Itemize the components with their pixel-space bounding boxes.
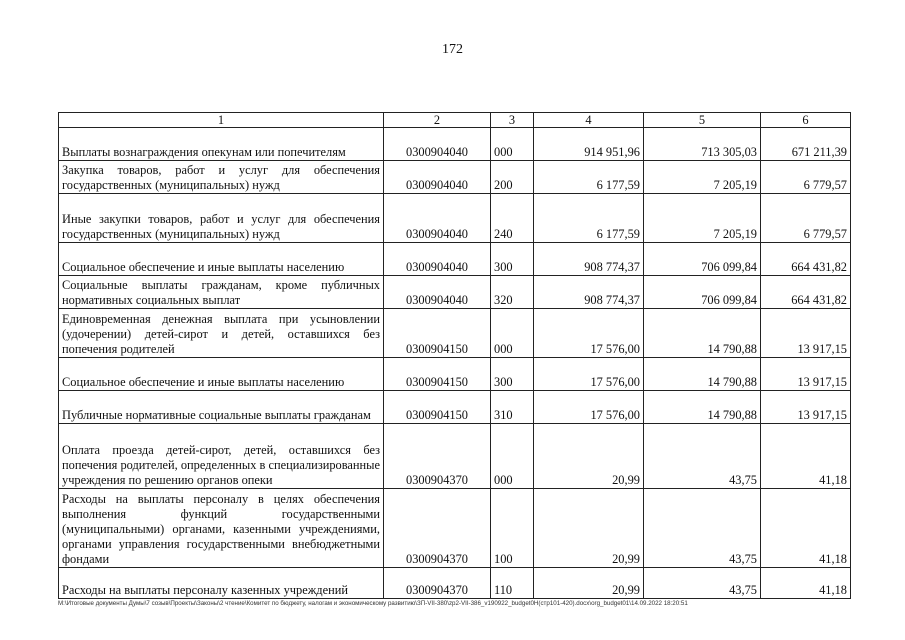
expense-type: 320 (491, 276, 534, 309)
amount-col5: 7 205,19 (644, 194, 761, 243)
column-header: 6 (761, 113, 851, 128)
target-code: 0300904370 (384, 424, 491, 489)
amount-col6: 13 917,15 (761, 391, 851, 424)
table-row (59, 424, 851, 489)
amount-col6: 13 917,15 (761, 358, 851, 391)
expense-type: 300 (491, 243, 534, 276)
target-code: 0300904370 (384, 489, 491, 568)
expense-type: 240 (491, 194, 534, 243)
amount-col5: 706 099,84 (644, 243, 761, 276)
amount-col4: 6 177,59 (534, 161, 644, 194)
amount-col6: 6 779,57 (761, 194, 851, 243)
expense-name: Иные закупки товаров, работ и услуг для обеспечения государственных (муниципальных) нужд (59, 194, 384, 243)
page-number: 172 (442, 42, 463, 57)
amount-col4: 908 774,37 (534, 243, 644, 276)
amount-col6: 41,18 (761, 568, 851, 599)
expense-type: 310 (491, 391, 534, 424)
amount-col4: 20,99 (534, 489, 644, 568)
expense-name: Социальное обеспечение и иные выплаты населению (59, 358, 384, 391)
target-code: 0300904150 (384, 391, 491, 424)
amount-col6: 664 431,82 (761, 243, 851, 276)
expense-name: Оплата проезда детей-сирот, детей, оставшихся без попечения родителей, определенных в специализированные учреждения по решению органов опеки (59, 424, 384, 489)
table-row (59, 161, 851, 194)
amount-col6: 671 211,39 (761, 128, 851, 161)
expense-type: 000 (491, 128, 534, 161)
amount-col6: 13 917,15 (761, 309, 851, 358)
target-code: 0300904150 (384, 358, 491, 391)
amount-col5: 14 790,88 (644, 358, 761, 391)
column-header: 4 (534, 113, 644, 128)
expense-type: 000 (491, 309, 534, 358)
table-row (59, 194, 851, 243)
expense-name: Социальные выплаты гражданам, кроме публичных нормативных социальных выплат (59, 276, 384, 309)
target-code: 0300904040 (384, 243, 491, 276)
table-row (59, 391, 851, 424)
expense-type: 100 (491, 489, 534, 568)
table-row (59, 276, 851, 309)
expense-type: 110 (491, 568, 534, 599)
amount-col5: 43,75 (644, 424, 761, 489)
expense-name: Закупка товаров, работ и услуг для обеспечения государственных (муниципальных) нужд (59, 161, 384, 194)
amount-col4: 17 576,00 (534, 358, 644, 391)
amount-col4: 17 576,00 (534, 391, 644, 424)
table-header-row (59, 113, 851, 128)
amount-col5: 14 790,88 (644, 391, 761, 424)
amount-col6: 664 431,82 (761, 276, 851, 309)
table-row (59, 243, 851, 276)
target-code: 0300904040 (384, 276, 491, 309)
expense-type: 000 (491, 424, 534, 489)
target-code: 0300904150 (384, 309, 491, 358)
amount-col5: 713 305,03 (644, 128, 761, 161)
budget-table (58, 112, 851, 599)
amount-col5: 14 790,88 (644, 309, 761, 358)
expense-name: Единовременная денежная выплата при усыновлении (удочерении) детей-сирот и детей, оставшихся без попечения родителей (59, 309, 384, 358)
table-row (59, 568, 851, 599)
document-path-footer: M:\Итоговые документы Думы\7 созыв\Проекты\Законы\2 чтение\Комитет по бюджету, налогам и экономическому развитию\ЗП-VII-380\zp2-VII-386_v190922_budget0H(стр101-420).docx\org_budget01\14.09.2022 18:20:51 (58, 600, 688, 607)
expense-name: Выплаты вознаграждения опекунам или попечителям (59, 128, 384, 161)
target-code: 0300904040 (384, 194, 491, 243)
expense-name: Социальное обеспечение и иные выплаты населению (59, 243, 384, 276)
amount-col5: 43,75 (644, 489, 761, 568)
column-header: 1 (59, 113, 384, 128)
table-row (59, 358, 851, 391)
table-row (59, 309, 851, 358)
column-header: 5 (644, 113, 761, 128)
amount-col4: 17 576,00 (534, 309, 644, 358)
column-header: 3 (491, 113, 534, 128)
amount-col4: 908 774,37 (534, 276, 644, 309)
target-code: 0300904040 (384, 161, 491, 194)
expense-type: 200 (491, 161, 534, 194)
amount-col5: 706 099,84 (644, 276, 761, 309)
target-code: 0300904040 (384, 128, 491, 161)
expense-name: Публичные нормативные социальные выплаты гражданам (59, 391, 384, 424)
expense-type: 300 (491, 358, 534, 391)
amount-col5: 7 205,19 (644, 161, 761, 194)
target-code: 0300904370 (384, 568, 491, 599)
amount-col4: 6 177,59 (534, 194, 644, 243)
expense-name: Расходы на выплаты персоналу казенных учреждений (59, 568, 384, 599)
amount-col6: 6 779,57 (761, 161, 851, 194)
table-row (59, 128, 851, 161)
amount-col4: 914 951,96 (534, 128, 644, 161)
amount-col4: 20,99 (534, 424, 644, 489)
amount-col4: 20,99 (534, 568, 644, 599)
expense-name: Расходы на выплаты персоналу в целях обеспечения выполнения функций государственными (муниципальными) органами, казенными учреждениями, органами управления государственными внебюджетными фондами (59, 489, 384, 568)
table-row (59, 489, 851, 568)
amount-col6: 41,18 (761, 489, 851, 568)
amount-col6: 41,18 (761, 424, 851, 489)
column-header: 2 (384, 113, 491, 128)
amount-col5: 43,75 (644, 568, 761, 599)
